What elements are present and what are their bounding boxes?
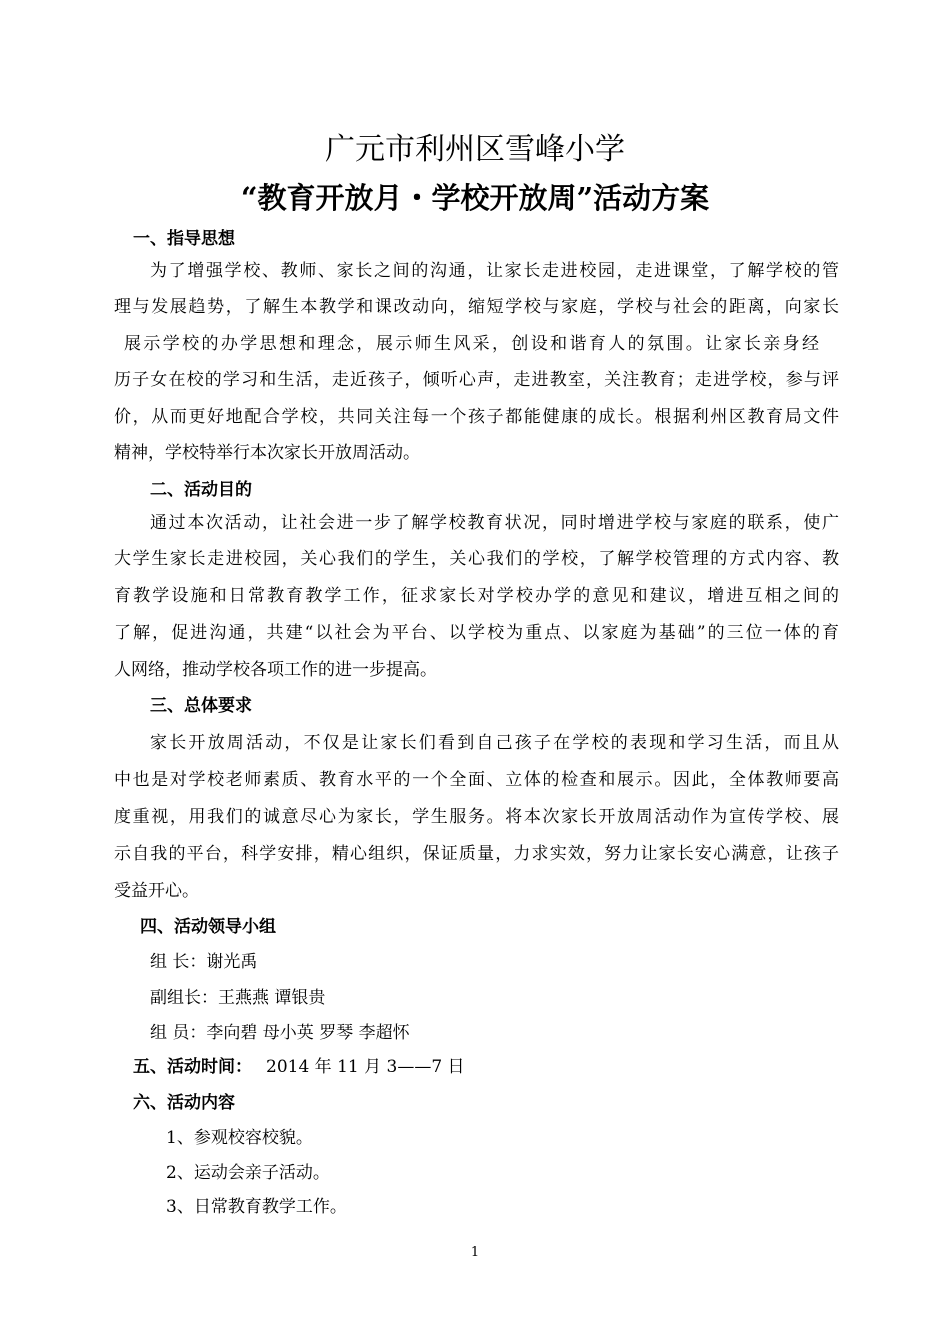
- section-heading-overall-requirements: 三、总体要求: [150, 696, 252, 716]
- paragraph-line: 理与发展趋势，了解生本教学和课改动向，缩短学校与家庭，学校与社会的距离，向家长: [114, 297, 839, 317]
- list-item: 2、运动会亲子活动。: [166, 1163, 330, 1183]
- paragraph-line: 度重视，用我们的诚意尽心为家长，学生服务。将本次家长开放周活动作为宣传学校、展: [114, 807, 839, 827]
- paragraph-line: 了解，促进沟通，共建“以社会为平台、以学校为重点、以家庭为基础”的三位一体的育: [114, 623, 839, 643]
- deputy-leader-line: 副组长：王燕燕 谭银贵: [150, 988, 326, 1008]
- paragraph-line: 示自我的平台，科学安排，精心组织，保证质量，力求实效，努力让家长安心满意，让孩子: [114, 844, 839, 864]
- paragraph-line: 价，从而更好地配合学校，共同关注每一个孩子都能健康的成长。根据利州区教育局文件: [114, 407, 839, 427]
- document-subtitle: “教育开放月・学校开放周”活动方案: [240, 181, 710, 215]
- section-heading-leadership-group: 四、活动领导小组: [140, 917, 276, 937]
- paragraph-line: 历子女在校的学习和生活，走近孩子，倾听心声，走进教室，关注教育；走进学校，参与评: [114, 370, 839, 390]
- activity-time-value: 2014 年 11 月 3——7 日: [266, 1057, 465, 1077]
- paragraph-line: 人网络，推动学校各项工作的进一步提高。: [114, 660, 437, 680]
- paragraph-line: 展示学校的办学思想和理念，展示师生风采，创设和谐育人的氛围。让家长亲身经: [124, 334, 819, 354]
- paragraph-line: 大学生家长走进校园，关心我们的学生，关心我们的学校，了解学校管理的方式内容、教: [114, 549, 839, 569]
- group-members-line: 组 员：李向碧 母小英 罗琴 李超怀: [150, 1023, 410, 1043]
- list-item: 1、参观校容校貌。: [166, 1128, 313, 1148]
- paragraph-line: 育教学设施和日常教育教学工作，征求家长对学校办学的意见和建议，增进互相之间的: [114, 586, 839, 606]
- page-number: 1: [470, 1245, 480, 1260]
- paragraph-line: 家长开放周活动，不仅是让家长们看到自己孩子在学校的表现和学习生活，而且从: [150, 733, 839, 753]
- section-heading-activity-content: 六、活动内容: [133, 1093, 235, 1113]
- section-heading-activity-purpose: 二、活动目的: [150, 480, 252, 500]
- paragraph-line: 为了增强学校、教师、家长之间的沟通，让家长走进校园，走进课堂，了解学校的管: [150, 261, 839, 281]
- document-title: 广元市利州区雪峰小学: [325, 132, 625, 167]
- group-leader-line: 组 长：谢光禹: [150, 952, 258, 972]
- paragraph-line: 受益开心。: [114, 881, 199, 901]
- section-heading-guiding-ideology: 一、指导思想: [133, 229, 235, 249]
- list-item: 3、日常教育教学工作。: [166, 1197, 347, 1217]
- paragraph-line: 精神，学校特举行本次家长开放周活动。: [114, 443, 420, 463]
- paragraph-line: 通过本次活动，让社会进一步了解学校教育状况，同时增进学校与家庭的联系，使广: [150, 513, 839, 533]
- section-heading-activity-time: 五、活动时间：: [133, 1057, 252, 1077]
- paragraph-line: 中也是对学校老师素质、教育水平的一个全面、立体的检查和展示。因此，全体教师要高: [114, 770, 839, 790]
